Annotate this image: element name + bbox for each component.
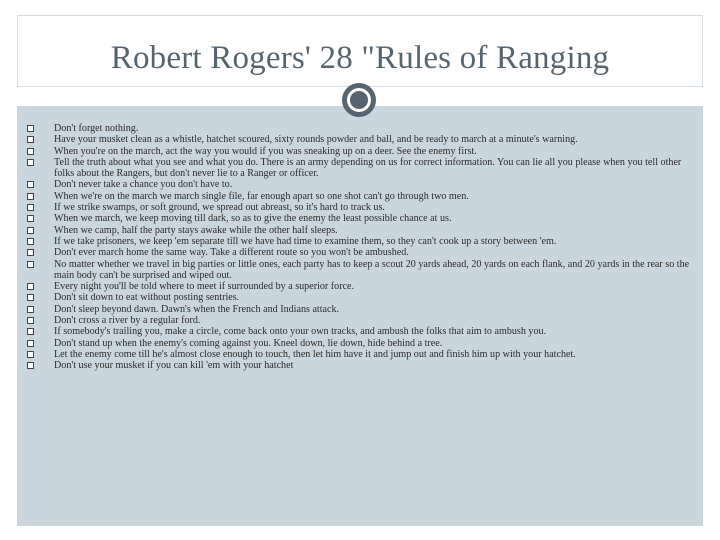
- list-item: [27, 292, 692, 303]
- rule-text: When we march, we keep moving till dark, so as to give the enemy the least possible chance at us.: [54, 213, 452, 225]
- checkbox-bullet-icon: [27, 362, 34, 369]
- title-box: [17, 15, 703, 87]
- rule-text: Don't ever march home the same way. Take a different route so you won't be ambushed.: [54, 247, 409, 259]
- list-item: [27, 191, 692, 202]
- rule-text: Don't use your musket if you can kill 'em with your hatchet: [54, 360, 294, 372]
- list-item: [27, 202, 692, 213]
- list-item: [27, 349, 692, 360]
- checkbox-bullet-icon: [27, 238, 34, 245]
- checkbox-bullet-icon: [27, 351, 34, 358]
- list-item: [27, 134, 692, 145]
- list-item: [27, 123, 692, 134]
- checkbox-bullet-icon: [27, 249, 34, 256]
- checkbox-bullet-icon: [27, 328, 34, 335]
- rule-text: No matter whether we travel in big parties or little ones, each party has to keep a scout 20 yards ahead, 20 yards on each flank, and 20 yards in the rear so the main body can't be surprised and wiped out.: [54, 258, 690, 281]
- rule-text: When we're on the march we march single file, far enough apart so one shot can't go through two men.: [54, 190, 469, 202]
- list-item: [27, 213, 692, 224]
- rules-list: [27, 123, 692, 372]
- checkbox-bullet-icon: [27, 227, 34, 234]
- list-item: [27, 247, 692, 258]
- rule-text: When we camp, half the party stays awake while the other half sleeps.: [54, 224, 338, 236]
- rule-text: Have your musket clean as a whistle, hatchet scoured, sixty rounds powder and ball, and be ready to march at a minute's warning.: [54, 134, 578, 146]
- checkbox-bullet-icon: [27, 294, 34, 301]
- list-item: [27, 326, 692, 337]
- rule-text: Don't sleep beyond dawn. Dawn's when the French and Indians attack.: [54, 303, 340, 315]
- list-item: [27, 146, 692, 157]
- slide-title: Robert Rogers' 28 "Rules of Ranging: [110, 40, 610, 76]
- list-item: [27, 259, 692, 282]
- list-item: [27, 225, 692, 236]
- checkbox-bullet-icon: [27, 261, 34, 268]
- rule-text: Don't sit down to eat without posting sentries.: [54, 292, 240, 304]
- rule-text: Don't never take a chance you don't have to.: [54, 179, 233, 191]
- checkbox-bullet-icon: [27, 193, 34, 200]
- rule-text: Don't cross a river by a regular ford.: [54, 315, 201, 327]
- rule-text: If somebody's trailing you, make a circle, come back onto your own tracks, and ambush the folks that aim to ambush you.: [54, 326, 547, 338]
- rule-text: Every night you'll be told where to meet if surrounded by a superior force.: [54, 281, 355, 293]
- list-item: [27, 236, 692, 247]
- checkbox-bullet-icon: [27, 125, 34, 132]
- checkbox-bullet-icon: [27, 159, 34, 166]
- rule-text: Tell the truth about what you see and what you do. There is an army depending on us for correct information. You can lie all you please when you tell other folks about the Rangers, but don't never lie to a Ranger or officer.: [54, 156, 682, 180]
- list-item: [27, 338, 692, 349]
- checkbox-bullet-icon: [27, 204, 34, 211]
- list-item: [27, 157, 692, 180]
- list-item: [27, 179, 692, 190]
- list-item: [27, 304, 692, 315]
- circle-ornament-icon: [342, 83, 376, 117]
- checkbox-bullet-icon: [27, 181, 34, 188]
- rule-text: Don't forget nothing.: [54, 123, 139, 134]
- rule-text: If we strike swamps, or soft ground, we spread out abreast, so it's hard to track us.: [54, 202, 385, 214]
- list-item: [27, 360, 692, 371]
- checkbox-bullet-icon: [27, 306, 34, 313]
- list-item: [27, 315, 692, 326]
- checkbox-bullet-icon: [27, 317, 34, 324]
- checkbox-bullet-icon: [27, 283, 34, 290]
- rule-text: If we take prisoners, we keep 'em separate till we have had time to examine them, so they can't cook up a story between 'em.: [54, 235, 557, 247]
- checkbox-bullet-icon: [27, 340, 34, 347]
- checkbox-bullet-icon: [27, 136, 34, 143]
- rule-text: When you're on the march, act the way you would if you was sneaking up on a deer. See the enemy first.: [54, 145, 477, 157]
- rule-text: Let the enemy come till he's almost close enough to touch, then let him have it and jump out and finish him up with your hatchet.: [54, 348, 576, 360]
- rule-text: Don't stand up when the enemy's coming against you. Kneel down, lie down, hide behind a tree.: [54, 337, 443, 349]
- checkbox-bullet-icon: [27, 148, 34, 155]
- checkbox-bullet-icon: [27, 215, 34, 222]
- list-item: [27, 281, 692, 292]
